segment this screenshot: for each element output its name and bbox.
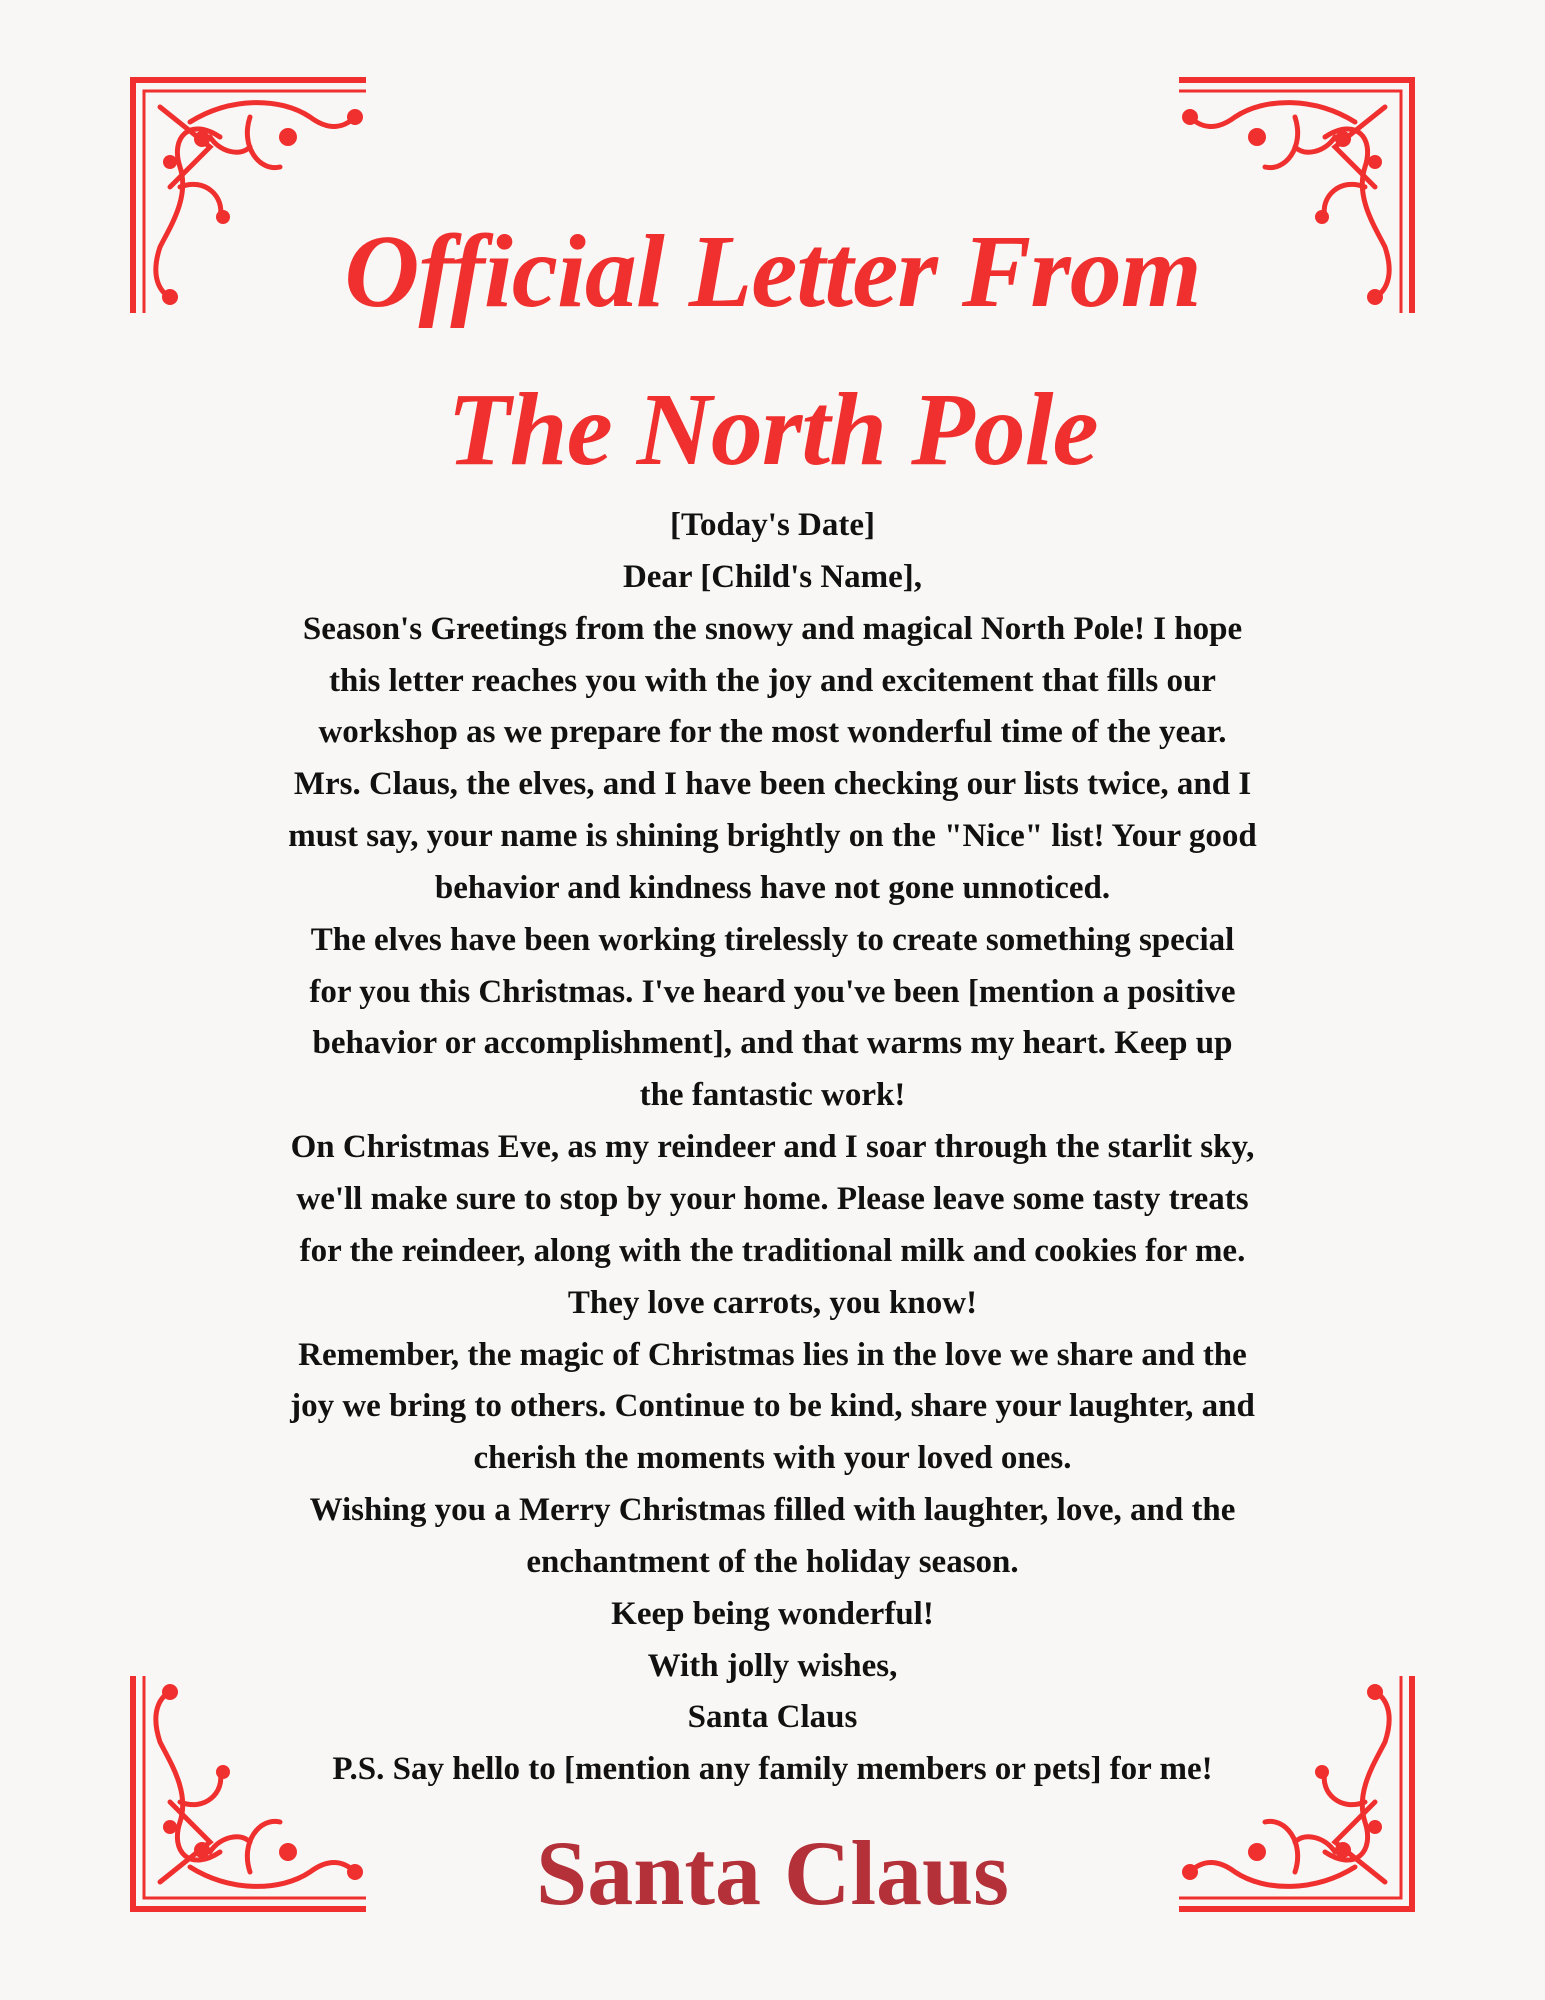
letter-line: Wishing you a Merry Christmas filled with laughter, love, and the: [309, 1492, 1236, 1529]
letter-line: P.S. Say hello to [mention any family members or pets] for me!: [332, 1751, 1213, 1788]
letter-line: enchantment of the holiday season.: [526, 1543, 1019, 1580]
letter-line: Keep being wonderful!: [611, 1595, 934, 1632]
letter-line: Mrs. Claus, the elves, and I have been checking our lists twice, and I: [293, 766, 1252, 803]
letter-line: workshop as we prepare for the most wonderful time of the year.: [318, 714, 1227, 751]
signature: Santa Claus: [536, 1822, 1009, 1924]
letter-line: Dear [Child's Name],: [622, 558, 923, 595]
letter-line: for you this Christmas. I've heard you've been [mention a positive: [309, 973, 1236, 1010]
letter-line: cherish the moments with your loved ones.: [473, 1440, 1072, 1477]
title-line-1: Official Letter From: [344, 214, 1201, 329]
letter-line: Santa Claus: [687, 1699, 858, 1736]
letter-line: The elves have been working tirelessly to create something special: [310, 921, 1235, 958]
letter-line: we'll make sure to stop by your home. Please leave some tasty treats: [296, 1180, 1249, 1217]
title-line-2: The North Pole: [447, 372, 1098, 487]
letter-line: must say, your name is shining brightly on the "Nice" list! Your good: [288, 818, 1257, 855]
letter-line: joy we bring to others. Continue to be kind, share your laughter, and: [290, 1388, 1255, 1425]
letter-line: On Christmas Eve, as my reindeer and I soar through the starlit sky,: [290, 1129, 1255, 1166]
letter-line: the fantastic work!: [639, 1077, 906, 1114]
letter-line: [Today's Date]: [669, 507, 876, 543]
letter-line: behavior or accomplishment], and that warms my heart. Keep up: [312, 1025, 1233, 1062]
letter-line: Season's Greetings from the snowy and magical North Pole! I hope: [302, 610, 1243, 647]
letter-line: With jolly wishes,: [647, 1647, 898, 1684]
letter-line: for the reindeer, along with the traditional milk and cookies for me.: [299, 1232, 1246, 1269]
letter-body: [0, 500, 1545, 1796]
letter-line: this letter reaches you with the joy and excitement that fills our: [329, 662, 1216, 699]
letter-line: Remember, the magic of Christmas lies in the love we share and the: [298, 1336, 1247, 1373]
letter-line: behavior and kindness have not gone unnoticed.: [434, 869, 1111, 906]
letter-line: They love carrots, you know!: [567, 1284, 978, 1321]
